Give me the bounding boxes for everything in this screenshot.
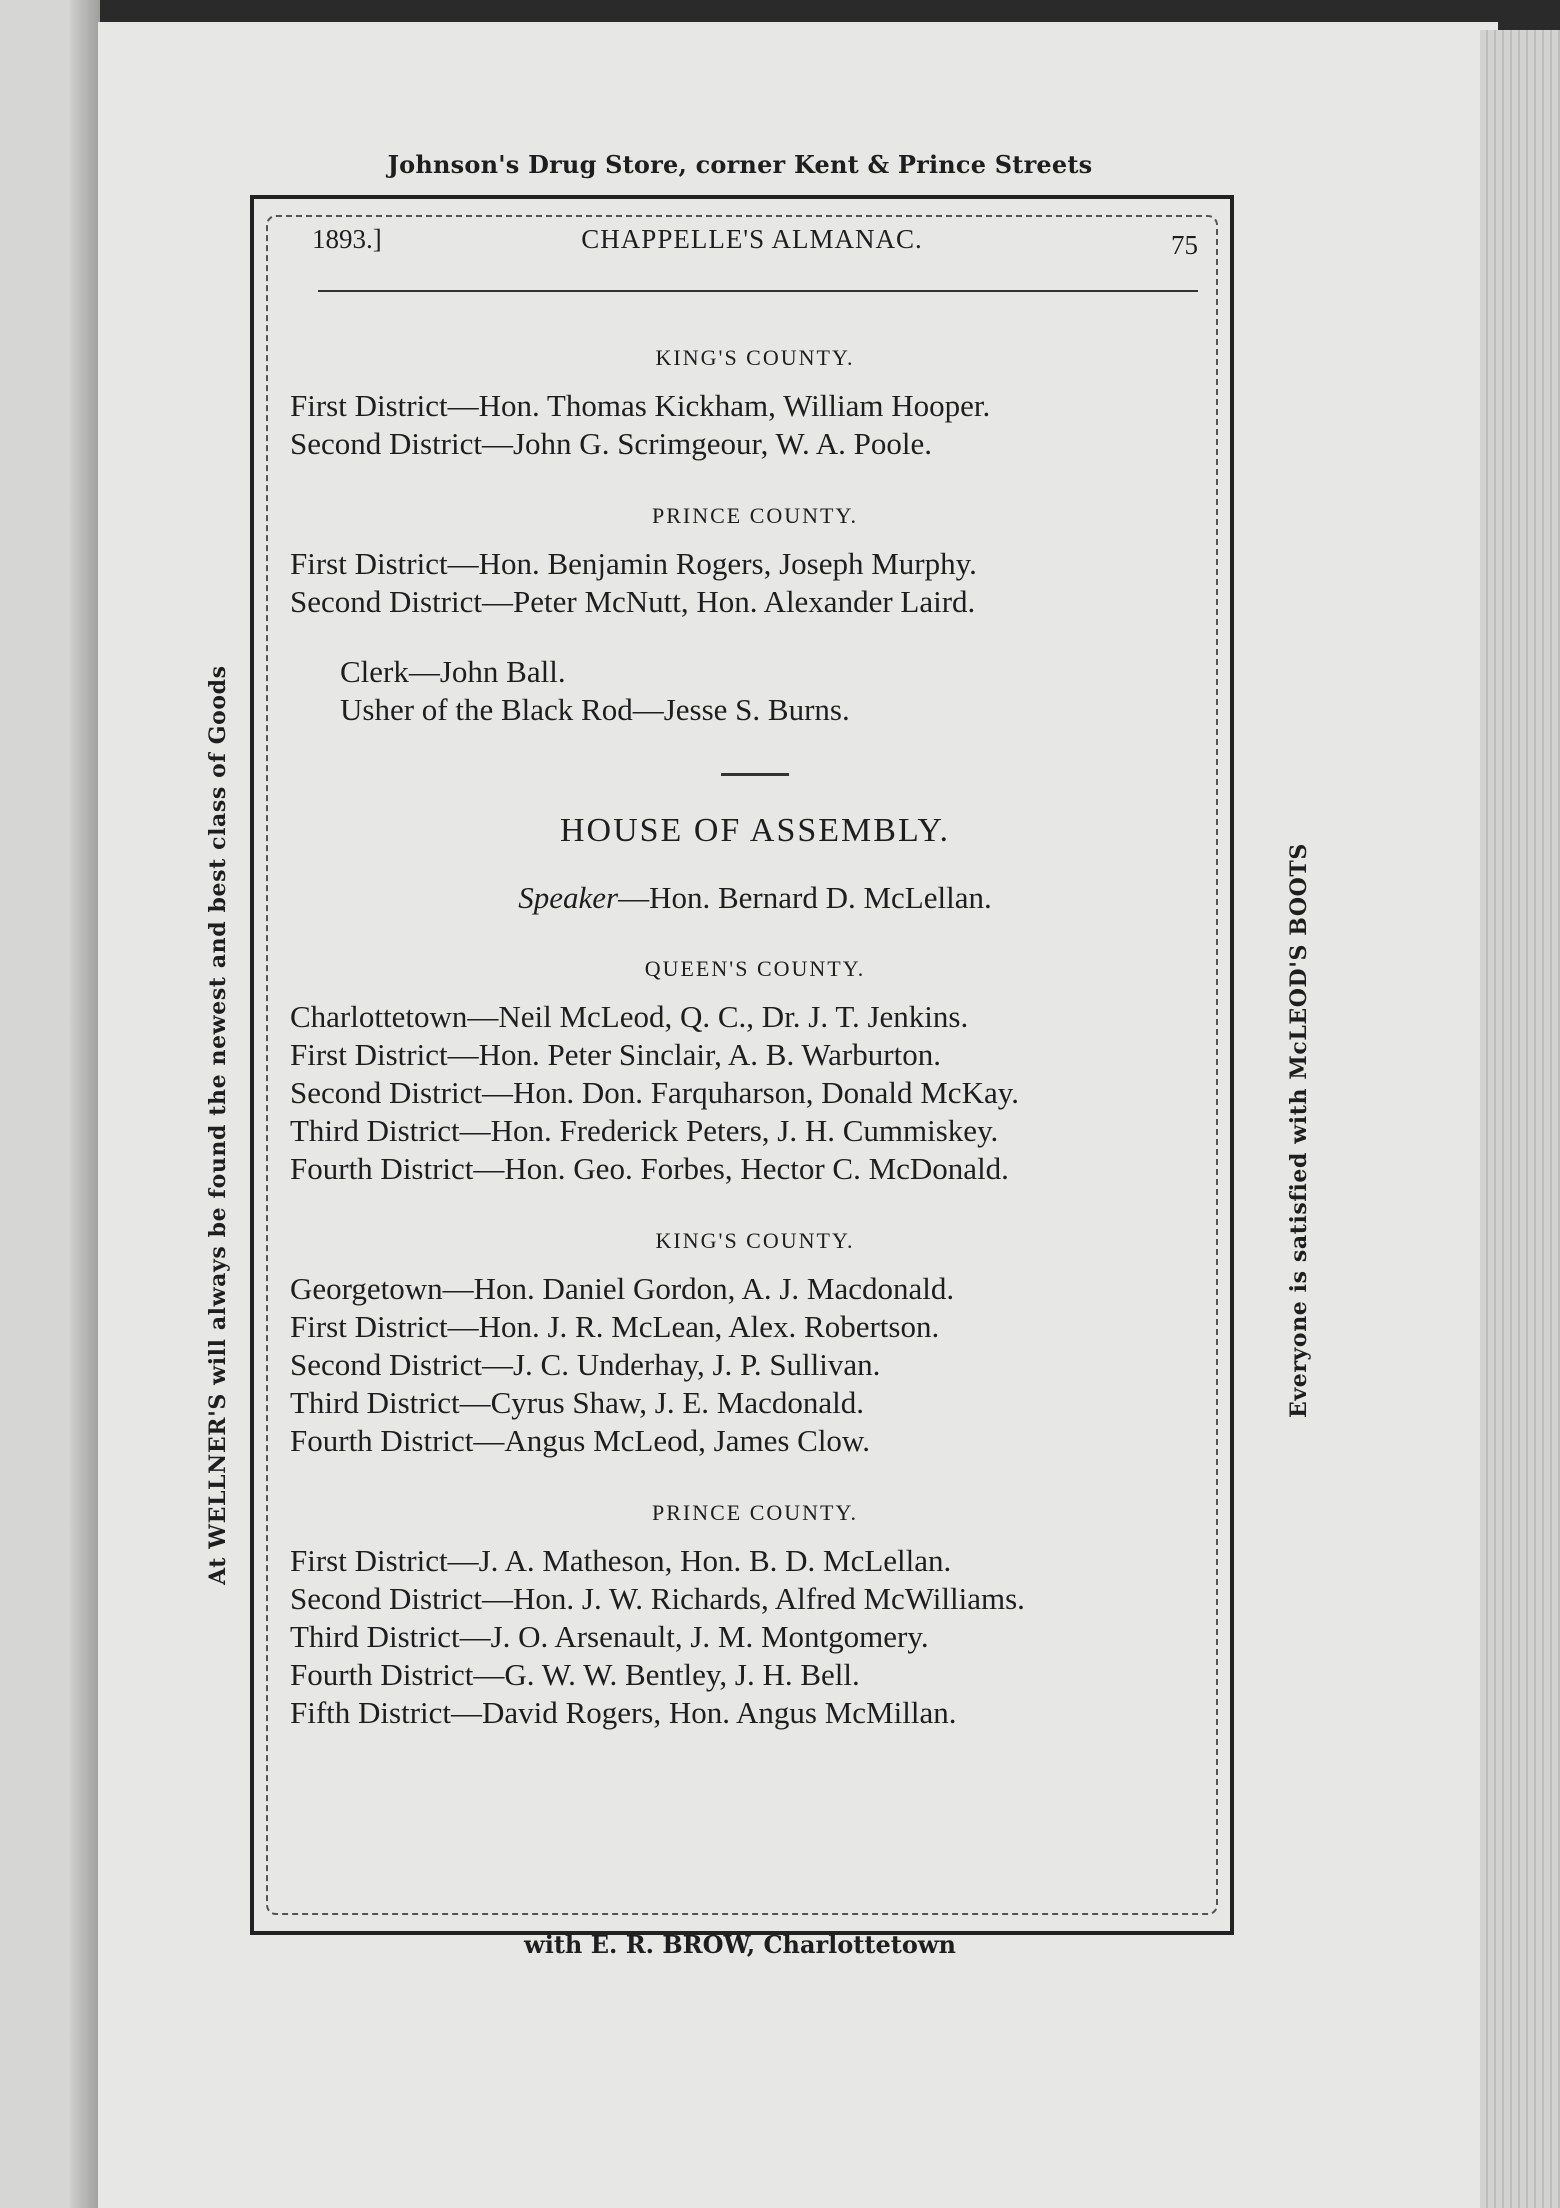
member-line: Fourth District—Angus McLeod, James Clow. [290,1423,871,1458]
running-head [312,224,1212,268]
house-of-assembly-heading: HOUSE OF ASSEMBLY. [559,812,950,849]
member-line: First District—Hon. Peter Sinclair, A. B. Warburton. [290,1037,941,1072]
page-stack-edges [1480,30,1560,2208]
speaker-line [290,880,1220,916]
member-line: Second District—Peter McNutt, Hon. Alexander Laird. [290,584,976,619]
speaker-label: Speaker [518,880,619,915]
running-head-rule [318,290,1198,292]
member-line: Georgetown—Hon. Daniel Gordon, A. J. Macdonald. [290,1271,955,1306]
running-head-year: 1893.] [312,224,382,254]
section-heading: QUEEN'S COUNTY. [644,956,866,981]
council-kings-county-section [290,345,1220,463]
right-advertisement: Everyone is satisfied with McLEOD'S BOOTS [1286,843,1312,1418]
assembly-kings-county-section [290,1228,1220,1460]
section-heading: PRINCE COUNTY. [651,1500,859,1525]
member-line: First District—Hon. Thomas Kickham, William Hooper. [290,388,991,423]
left-advertisement: At WELLNER'S will always be found the newest and best class of Goods [205,665,231,1585]
officer-line: Clerk—John Ball. [340,654,566,689]
assembly-prince-county-section [290,1500,1220,1732]
member-line: Third District—J. O. Arsenault, J. M. Montgomery. [290,1619,929,1654]
member-line: First District—J. A. Matheson, Hon. B. D. McLellan. [290,1543,952,1578]
member-line: Second District—J. C. Underhay, J. P. Sullivan. [290,1347,881,1382]
member-line: Third District—Cyrus Shaw, J. E. Macdonald. [290,1385,864,1420]
council-prince-county-section [290,503,1220,621]
book-gutter [70,0,100,2208]
assembly-queens-county-section [290,956,1220,1188]
member-line: Fourth District—Hon. Geo. Forbes, Hector C. McDonald. [290,1151,1009,1186]
officer-line: Usher of the Black Rod—Jesse S. Burns. [340,692,850,727]
section-heading: KING'S COUNTY. [655,1228,855,1253]
section-heading: PRINCE COUNTY. [651,503,859,528]
bottom-advertisement: with E. R. BROW, Charlottetown [524,1930,956,1959]
member-line: Second District—John G. Scrimgeour, W. A. Poole. [290,426,932,461]
council-officers [290,653,1220,729]
member-line: First District—Hon. Benjamin Rogers, Joseph Murphy. [290,546,977,581]
member-line: Fourth District—G. W. W. Bentley, J. H. Bell. [290,1657,860,1692]
page-content [290,345,1220,1732]
running-head-title: CHAPPELLE'S ALMANAC. [581,224,923,254]
top-advertisement: Johnson's Drug Store, corner Kent & Prince Streets [387,150,1093,179]
page-number: 75 [1171,230,1198,260]
member-line: Second District—Hon. Don. Farquharson, Donald McKay. [290,1075,1019,1110]
section-heading: KING'S COUNTY. [655,345,855,370]
member-line: First District—Hon. J. R. McLean, Alex. Robertson. [290,1309,940,1344]
member-line: Third District—Hon. Frederick Peters, J. H. Cummiskey. [290,1113,999,1148]
member-line: Charlottetown—Neil McLeod, Q. C., Dr. J. T. Jenkins. [290,999,969,1034]
member-line: Fifth District—David Rogers, Hon. Angus McMillan. [290,1695,957,1730]
member-line: Second District—Hon. J. W. Richards, Alfred McWilliams. [290,1581,1025,1616]
speaker-name: —Hon. Bernard D. McLellan. [618,880,992,915]
